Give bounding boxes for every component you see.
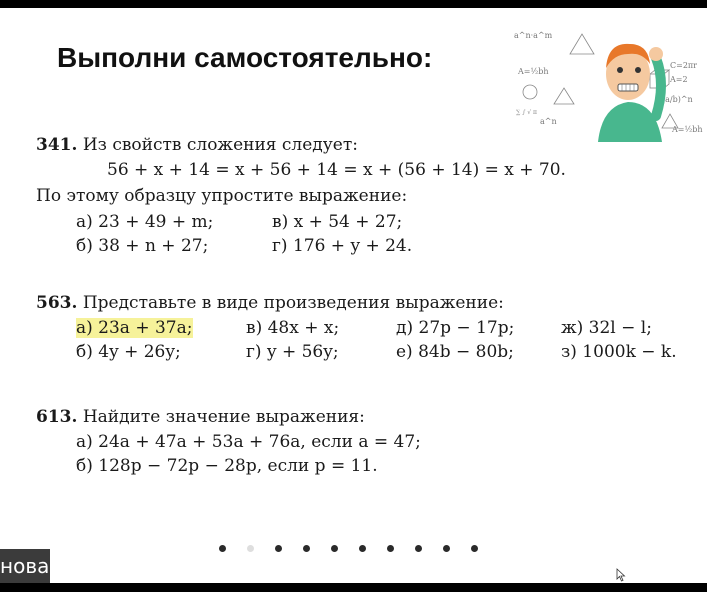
exercise-item: г) y + 56y; — [246, 342, 339, 362]
problem-number: 563. — [36, 293, 78, 313]
problem-number: 613. — [36, 407, 78, 427]
exercise-item: в) 48x + x; — [246, 318, 340, 338]
presentation-slide — [0, 8, 707, 583]
exercise-item: д) 27p − 17p; — [396, 318, 515, 338]
formula-text-3: C=2πr — [670, 61, 697, 70]
formula-text-2: A=½bh — [518, 67, 549, 76]
formula-text-1: a^n·a^m — [514, 31, 553, 40]
slide-title: Выполни самостоятельно: — [57, 42, 433, 73]
exercise-item: г) 176 + y + 24. — [272, 236, 413, 256]
slide-dot[interactable] — [359, 545, 366, 552]
exercise-item: в) x + 54 + 27; — [272, 212, 403, 232]
formula-text-7: A=½bh — [672, 125, 703, 134]
slide-dot[interactable] — [219, 545, 226, 552]
exercise-item: з) 1000k − k. — [561, 342, 677, 362]
problem-number: 341. — [36, 135, 78, 155]
slide-dot[interactable] — [443, 545, 450, 552]
exercise-item: б) 38 + n + 27; — [76, 236, 209, 256]
problem-heading: Из свойств сложения следует: — [82, 135, 358, 155]
problem-heading: Представьте в виде произведения выражение: — [82, 293, 504, 313]
slide-dot-current[interactable] — [247, 545, 254, 552]
slide-dot[interactable] — [275, 545, 282, 552]
formula-text-5: A=2 — [670, 75, 688, 84]
slide-dot[interactable] — [387, 545, 394, 552]
formula-text-6: a^n — [540, 117, 557, 126]
example-equation: 56 + x + 14 = x + 56 + 14 = x + (56 + 14) = x + 70. — [107, 160, 566, 180]
exercise-item: ж) 32l − l; — [561, 318, 652, 338]
exercise-text: а) 23a + 37a; — [76, 318, 193, 338]
exercise-item: б) 128p − 72p − 28p, если p = 11. — [76, 456, 378, 476]
exercise-item: а) 23 + 49 + m; — [76, 212, 214, 232]
mouse-cursor-icon — [616, 568, 626, 582]
exercise-item-highlighted — [76, 318, 193, 338]
exercise-item: б) 4y + 26y; — [76, 342, 181, 362]
slide-dot[interactable] — [415, 545, 422, 552]
slide-dot[interactable] — [471, 545, 478, 552]
exercise-item: е) 84b − 80b; — [396, 342, 514, 362]
slide-dot[interactable] — [303, 545, 310, 552]
svg-text:∑ ∫ √ π: ∑ ∫ √ π — [516, 109, 537, 116]
instruction-text: По этому образцу упростите выражение: — [36, 186, 408, 206]
presenter-name-tag: нова — [0, 549, 50, 583]
confused-student-math-illustration — [510, 24, 706, 142]
problem-heading: Найдите значение выражения: — [82, 407, 365, 427]
exercise-item: а) 24a + 47a + 53a + 76a, если a = 47; — [76, 432, 421, 452]
slide-dot[interactable] — [331, 545, 338, 552]
formula-text-4: (a/b)^n — [662, 95, 693, 104]
